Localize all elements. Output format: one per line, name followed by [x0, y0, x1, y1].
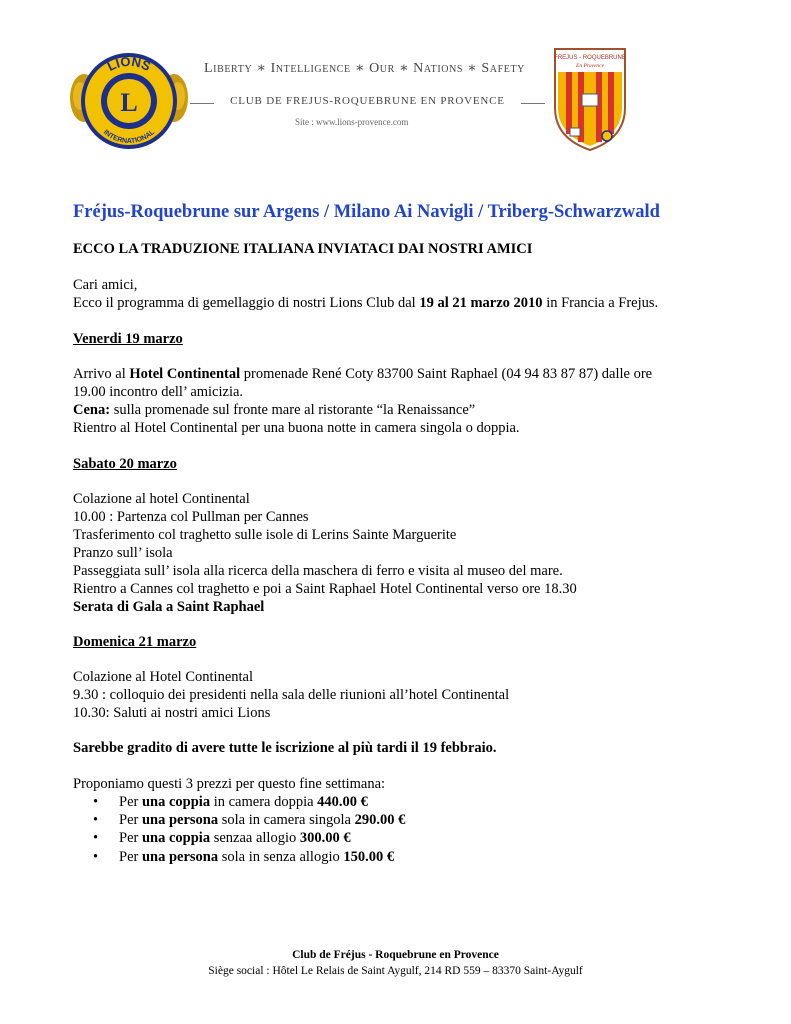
club-name-line [190, 95, 545, 111]
lions-logo-top-text: LIONS [104, 53, 154, 74]
bullet-icon: • [93, 812, 99, 828]
club-motto: Liberty ∗ Intelligence ∗ Our ∗ Nations ∗ Safety [204, 61, 525, 76]
sunday-line: Colazione al Hotel Continental [73, 669, 253, 685]
subtitle: ECCO LA TRADUZIONE ITALIANA INVIATACI DAI NOSTRI AMICI [73, 241, 533, 257]
price-item: Per una coppia in camera doppia 440.00 € [119, 794, 368, 810]
lions-logo-letter: L [120, 88, 138, 117]
sunday-line: 9.30 : colloquio dei presidenti nella sala delle riunioni all’hotel Continental [73, 687, 510, 703]
bullet-icon: • [93, 830, 99, 846]
crest-text-sub: En Provence [575, 63, 605, 69]
price-item: Per una persona sola in camera singola 290.00 € [119, 812, 406, 828]
saturday-gala: Serata di Gala a Saint Raphael [73, 599, 265, 615]
friday-line-3: Cena: sulla promenade sul fronte mare al ristorante “la Renaissance” [73, 402, 476, 418]
lions-logo [70, 48, 188, 154]
saturday-line: 10.00 : Partenza col Pullman per Cannes [73, 509, 309, 525]
friday-line-1: Arrivo al Hotel Continental promenade René Coty 83700 Saint Raphael (04 94 83 87 87) dalle ore [73, 366, 653, 382]
bullet-icon: • [93, 849, 99, 865]
club-crest [552, 46, 628, 152]
prices-intro: Proponiamo questi 3 prezzi per questo fine settimana: [73, 776, 386, 792]
saturday-line: Trasferimento col traghetto sulle isole di Lerins Sainte Marguerite [73, 527, 457, 543]
crest-text-top: FREJUS - ROQUEBRUNE [554, 55, 626, 61]
saturday-line: Rientro a Cannes col traghetto e poi a Saint Raphael Hotel Continental verso ore 18.30 [73, 581, 577, 597]
friday-line-4: Rientro al Hotel Continental per una buona notte in camera singola o doppia. [73, 420, 520, 436]
club-website: Site : www.lions-provence.com [295, 117, 409, 127]
page-title: Fréjus-Roquebrune sur Argens / Milano Ai Navigli / Triberg-Schwarzwald [73, 202, 660, 222]
sunday-line: 10.30: Saluti ai nostri amici Lions [73, 705, 271, 721]
saturday-line: Pranzo sull’ isola [73, 545, 173, 561]
price-item: Per una persona sola in senza allogio 150.00 € [119, 849, 395, 865]
price-item: Per una coppia senzaa allogio 300.00 € [119, 830, 351, 846]
saturday-line: Passeggiata sull’ isola alla ricerca della maschera di ferro e visita al museo del mare. [73, 563, 563, 579]
footer-club-name: Club de Fréjus - Roquebrune en Provence [292, 949, 499, 961]
friday-line-2: 19.00 incontro dell’ amicizia. [73, 384, 244, 400]
saturday-heading: Sabato 20 marzo [73, 456, 177, 472]
club-name: CLUB DE FREJUS-ROQUEBRUNE EN PROVENCE [230, 95, 505, 107]
saturday-line: Colazione al hotel Continental [73, 491, 250, 507]
sunday-heading: Domenica 21 marzo [73, 634, 197, 650]
footer-address: Siège social : Hôtel Le Relais de Saint Aygulf, 214 RD 559 – 83370 Saint-Aygulf [208, 965, 583, 977]
lions-logo-bottom-text: INTERNATIONAL [101, 128, 157, 146]
greeting: Cari amici, [73, 277, 138, 293]
deadline-note: Sarebbe gradito di avere tutte le iscrizione al più tardi il 19 febbraio. [73, 740, 497, 756]
intro-line: Ecco il programma di gemellaggio di nostri Lions Club dal 19 al 21 marzo 2010 in Francia a Frejus. [73, 295, 659, 311]
bullet-icon: • [93, 794, 99, 810]
friday-heading: Venerdi 19 marzo [73, 331, 183, 347]
